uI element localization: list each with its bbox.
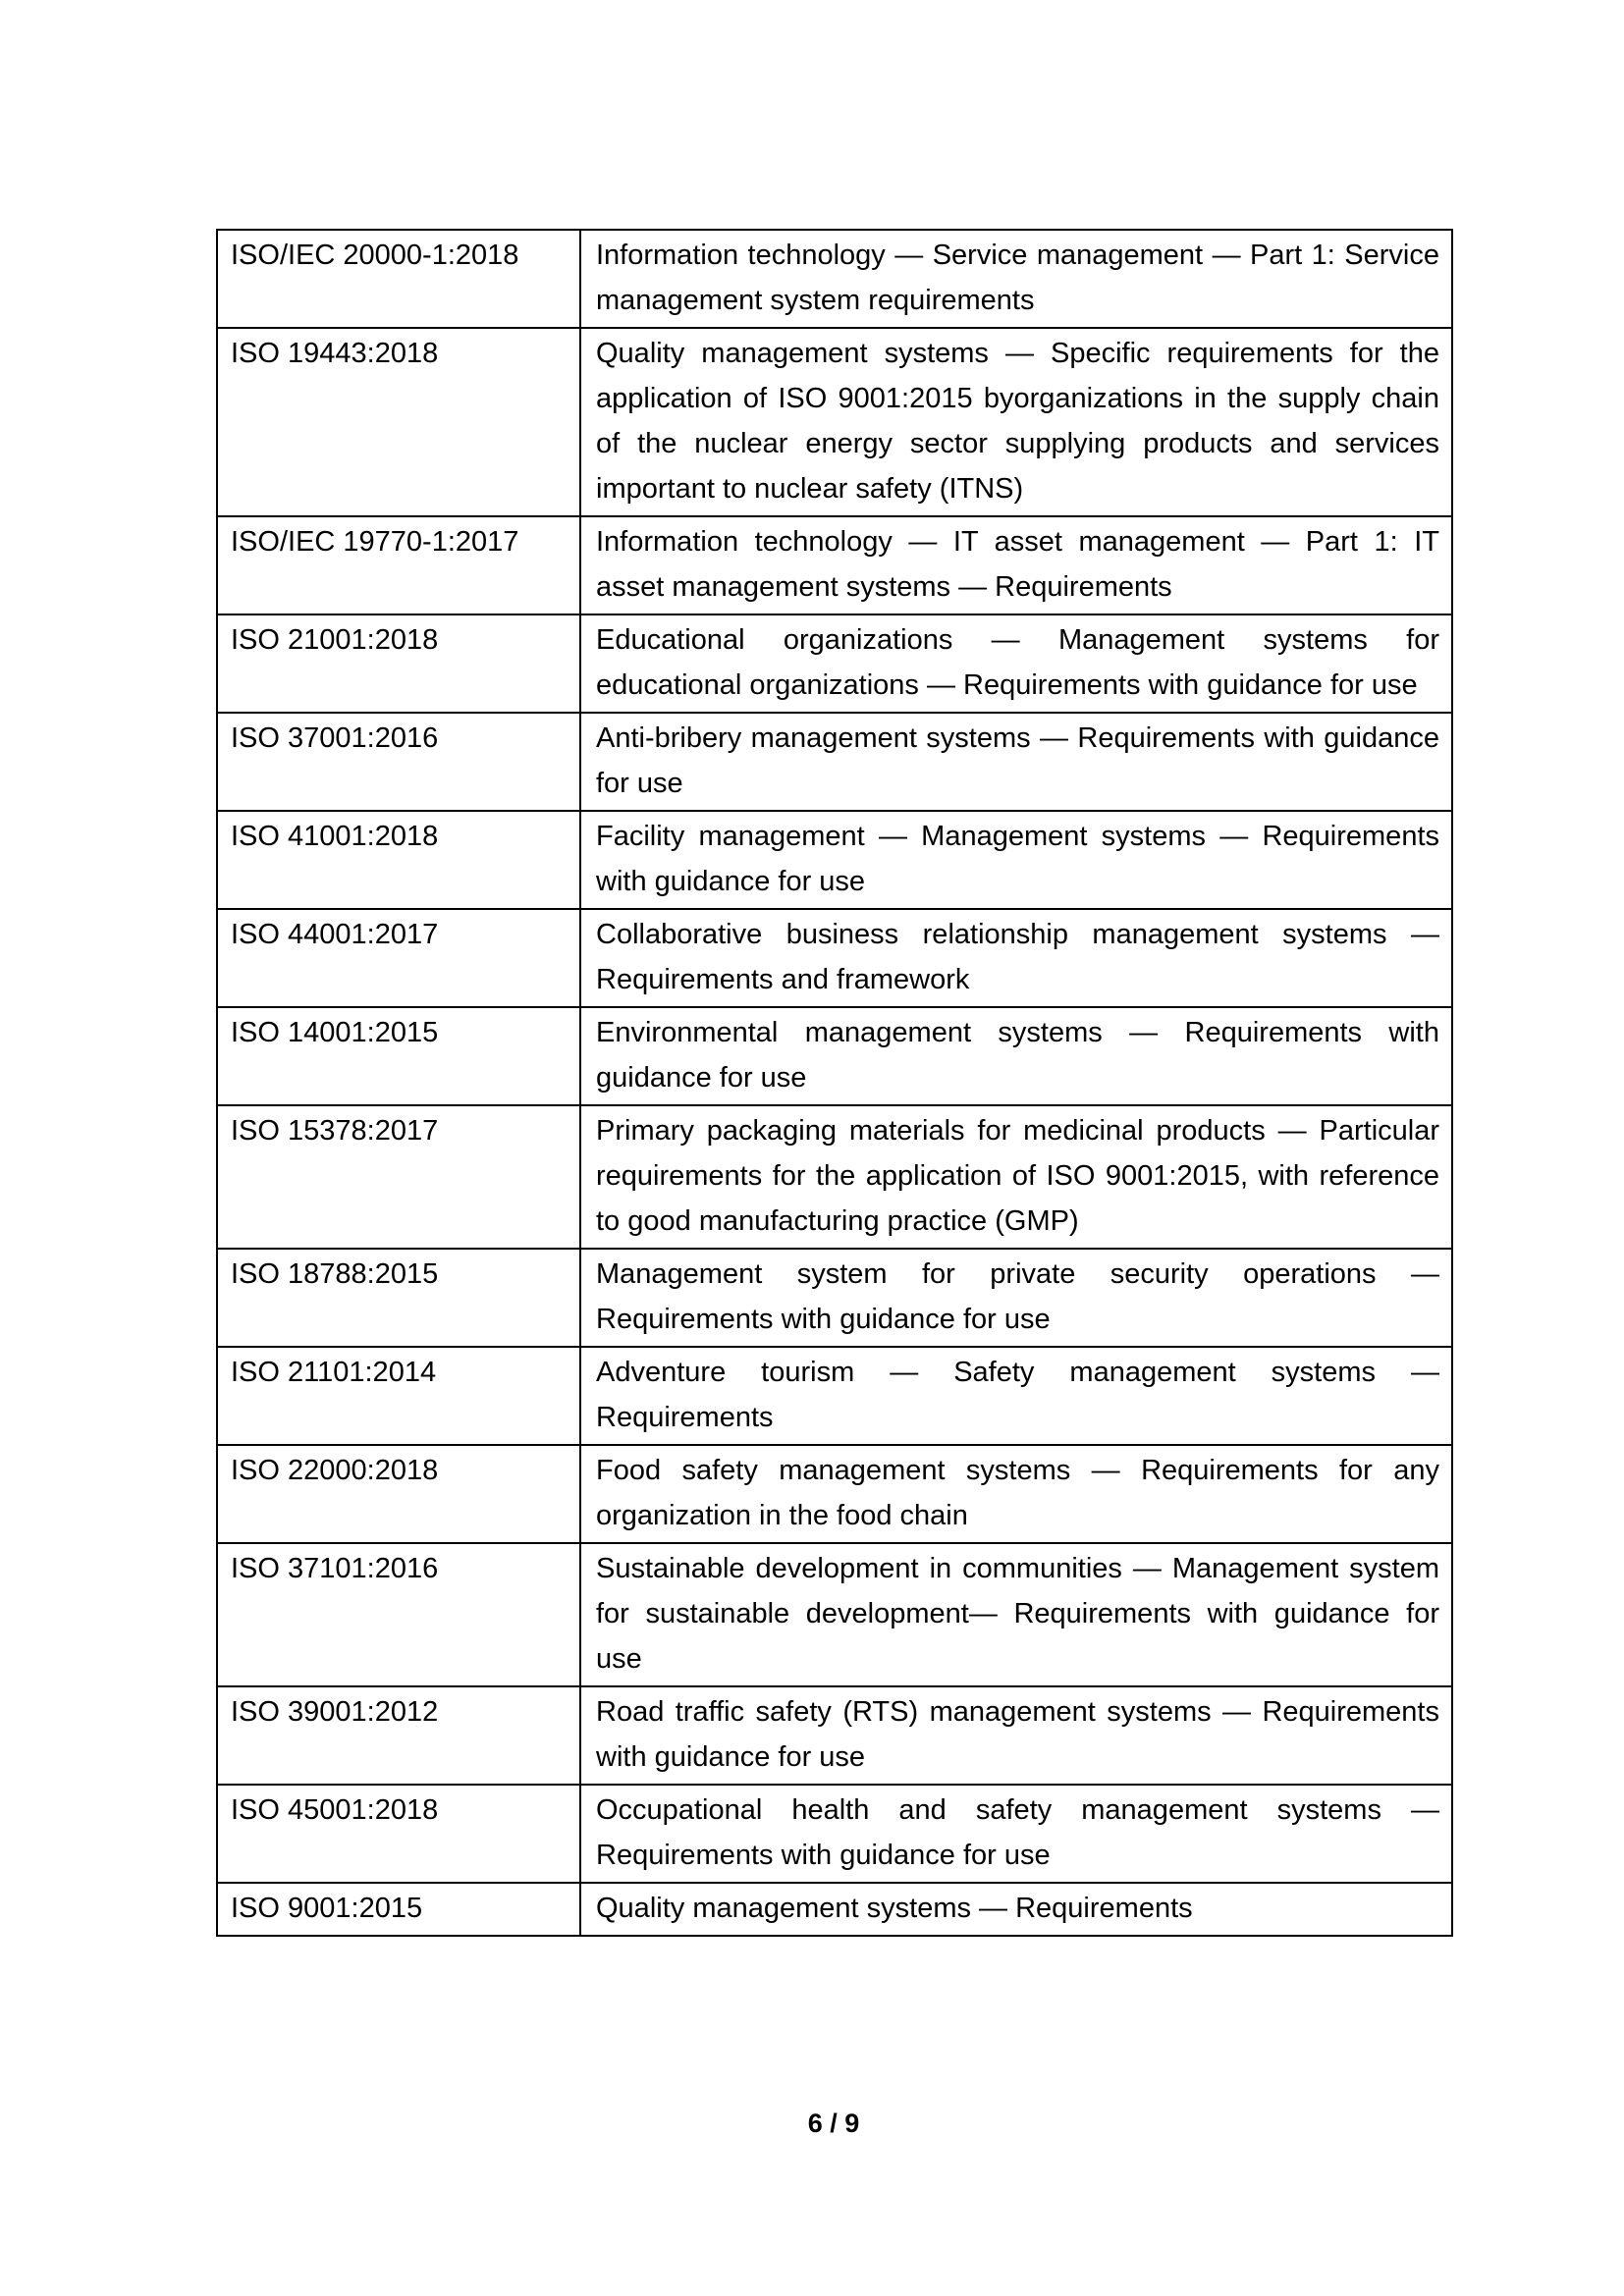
table-row <box>217 328 1452 516</box>
table-row <box>217 713 1452 811</box>
table-row <box>217 1249 1452 1347</box>
standard-cell: ISO 41001:2018 <box>217 811 580 909</box>
standard-cell: ISO 19443:2018 <box>217 328 580 516</box>
table-row <box>217 1543 1452 1686</box>
description-cell: Occupational health and safety management systems — Requirements with guidance for use <box>580 1785 1452 1883</box>
description-cell: Sustainable development in communities — Management system for sustainable development— Requirements with guidance for use <box>580 1543 1452 1686</box>
standard-cell: ISO 44001:2017 <box>217 909 580 1007</box>
description-cell: Information technology — IT asset management — Part 1: IT asset management systems — Requirements <box>580 516 1452 614</box>
table-row <box>217 614 1452 713</box>
table-row <box>217 1347 1452 1445</box>
standard-cell: ISO 15378:2017 <box>217 1105 580 1249</box>
standard-cell: ISO 9001:2015 <box>217 1883 580 1936</box>
standard-cell: ISO 21001:2018 <box>217 614 580 713</box>
description-cell: Facility management — Management systems — Requirements with guidance for use <box>580 811 1452 909</box>
standard-cell: ISO 37001:2016 <box>217 713 580 811</box>
table-row <box>217 1883 1452 1936</box>
description-cell: Environmental management systems — Requirements with guidance for use <box>580 1007 1452 1105</box>
page-number: 6 / 9 <box>807 2109 860 2138</box>
description-cell: Primary packaging materials for medicinal products — Particular requirements for the application of ISO 9001:2015, with reference to good manufacturing practice (GMP) <box>580 1105 1452 1249</box>
table-row <box>217 909 1452 1007</box>
table-row <box>217 1686 1452 1785</box>
standard-cell: ISO 21101:2014 <box>217 1347 580 1445</box>
standard-cell: ISO 22000:2018 <box>217 1445 580 1543</box>
standard-cell: ISO 18788:2015 <box>217 1249 580 1347</box>
description-cell: Anti-bribery management systems — Requirements with guidance for use <box>580 713 1452 811</box>
standard-cell: ISO/IEC 19770-1:2017 <box>217 516 580 614</box>
description-cell: Food safety management systems — Requirements for any organization in the food chain <box>580 1445 1452 1543</box>
description-cell: Adventure tourism — Safety management systems — Requirements <box>580 1347 1452 1445</box>
table-row <box>217 230 1452 328</box>
description-cell: Educational organizations — Management systems for educational organizations — Requirements with guidance for use <box>580 614 1452 713</box>
table-row <box>217 1007 1452 1105</box>
standard-cell: ISO/IEC 20000-1:2018 <box>217 230 580 328</box>
table-row <box>217 811 1452 909</box>
table-row <box>217 1445 1452 1543</box>
iso-table-body <box>217 230 1452 1936</box>
standard-cell: ISO 45001:2018 <box>217 1785 580 1883</box>
standard-cell: ISO 14001:2015 <box>217 1007 580 1105</box>
iso-standards-table <box>216 229 1453 1937</box>
description-cell: Management system for private security operations — Requirements with guidance for use <box>580 1249 1452 1347</box>
description-cell: Road traffic safety (RTS) management systems — Requirements with guidance for use <box>580 1686 1452 1785</box>
table-row <box>217 1785 1452 1883</box>
standard-cell: ISO 39001:2012 <box>217 1686 580 1785</box>
table-row <box>217 516 1452 614</box>
description-cell: Information technology — Service management — Part 1: Service management system requirements <box>580 230 1452 328</box>
description-cell: Quality management systems — Specific requirements for the application of ISO 9001:2015 byorganizations in the supply chain of the nuclear energy sector supplying products and services important to nuclear safety (ITNS) <box>580 328 1452 516</box>
standard-cell: ISO 37101:2016 <box>217 1543 580 1686</box>
table-row <box>217 1105 1452 1249</box>
description-cell: Quality management systems — Requirements <box>580 1883 1452 1936</box>
description-cell: Collaborative business relationship management systems — Requirements and framework <box>580 909 1452 1007</box>
